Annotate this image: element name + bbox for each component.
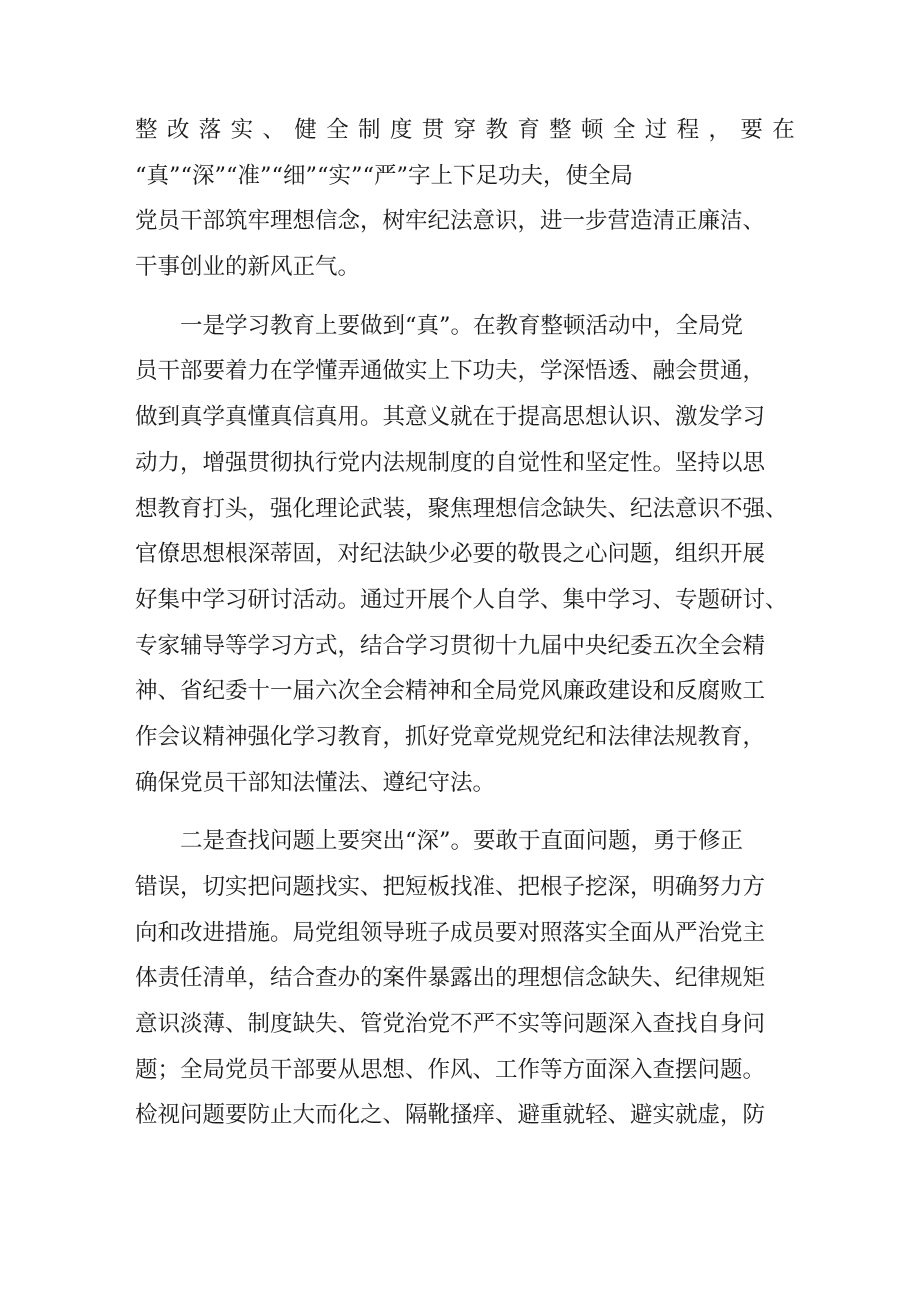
- text-line: 员干部要着力在学懂弄通做实上下功夫，学深悟透、融会贯通，: [135, 358, 766, 385]
- text-line-first: 一是学习教育上要做到“真”。在教育整顿活动中，全局党: [180, 312, 744, 339]
- text-char: 顿: [581, 117, 604, 143]
- text-line: 想教育打头，强化理论武装，聚焦理想信念缺失、纪法意识不强、: [135, 495, 788, 522]
- text-char: 整: [135, 117, 158, 143]
- document-body: [135, 108, 795, 1139]
- text-char: 整: [549, 117, 572, 143]
- text-line: 确保党员干部知法懂法、遵纪守法。: [135, 769, 496, 796]
- text-line: 作会议精神强化学习教育，抓好党章党规党纪和法律法规教育，: [135, 723, 766, 750]
- paragraph-point-one: [135, 304, 795, 807]
- text-char: 过: [644, 117, 668, 143]
- text-char: 度: [389, 117, 413, 143]
- text-char: 实: [230, 117, 254, 143]
- text-char: ，: [708, 117, 731, 143]
- text-line: 题；全局党员干部要从思想、作风、工作等方面深入查摆问题。: [135, 1056, 766, 1083]
- text-line: 检视问题要防止大而化之、隔靴搔痒、避重就轻、避实就虚，防: [135, 1102, 766, 1129]
- text-line: 向和改进措施。局党组领导班子成员要对照落实全面从严治党主: [135, 919, 766, 946]
- text-line: 好集中学习研讨活动。通过开展个人自学、集中学习、专题研讨、: [135, 586, 788, 613]
- text-char: 育: [517, 117, 540, 143]
- text-char: 教: [485, 117, 508, 143]
- text-line-first: 二是查找问题上要突出“深”。要敢于直面问题，勇于修正: [180, 828, 744, 855]
- text-char: 全: [612, 117, 636, 143]
- text-line: 官僚思想根深蒂固，对纪法缺少必要的敬畏之心问题，组织开展: [135, 541, 766, 568]
- text-char: 制: [358, 117, 381, 143]
- paragraph-point-two: [135, 819, 795, 1139]
- text-line: 干事创业的新风正气。: [135, 254, 361, 281]
- paragraph-gap: [135, 291, 795, 304]
- text-char: 程: [676, 117, 700, 143]
- text-line: 错误，切实把问题找实、把短板找准、把根子挖深，明确努力方: [135, 874, 766, 900]
- paragraph-intro: [135, 108, 795, 291]
- text-char: 全: [326, 117, 349, 143]
- text-char: 贯: [421, 117, 445, 143]
- text-char: 穿: [453, 117, 477, 143]
- text-char: 要: [740, 117, 763, 143]
- text-line: 神、省纪委十一届六次全会精神和全局党风廉政建设和反腐败工: [135, 678, 766, 705]
- text-line: 体责任清单，结合查办的案件暴露出的理想信念缺失、纪律规矩: [135, 965, 766, 992]
- text-line: 动力，增强贯彻执行党内法规制度的自觉性和坚定性。坚持以思: [135, 449, 766, 476]
- text-line: 意识淡薄、制度缺失、管党治党不严不实等问题深入查找自身问: [135, 1011, 766, 1038]
- text-line: 做到真学真懂真信真用。其意义就在于提高思想认识、激发学习: [135, 404, 766, 431]
- text-char: 在: [772, 117, 795, 143]
- text-char: 、: [262, 117, 285, 143]
- text-line-justified: [135, 108, 795, 154]
- paragraph-gap: [135, 806, 795, 819]
- text-line: 党员干部筑牢理想信念，树牢纪法意识，进一步营造清正廉洁、: [135, 208, 766, 235]
- text-char: 落: [198, 117, 222, 143]
- text-line: 专家辅导等学习方式，结合学习贯彻十九届中央纪委五次全会精: [135, 632, 766, 659]
- text-line: “真”“深”“准”“细”“实”“严”字上下足功夫，使全局: [135, 162, 634, 189]
- text-char: 改: [166, 117, 190, 143]
- text-char: 健: [294, 117, 317, 143]
